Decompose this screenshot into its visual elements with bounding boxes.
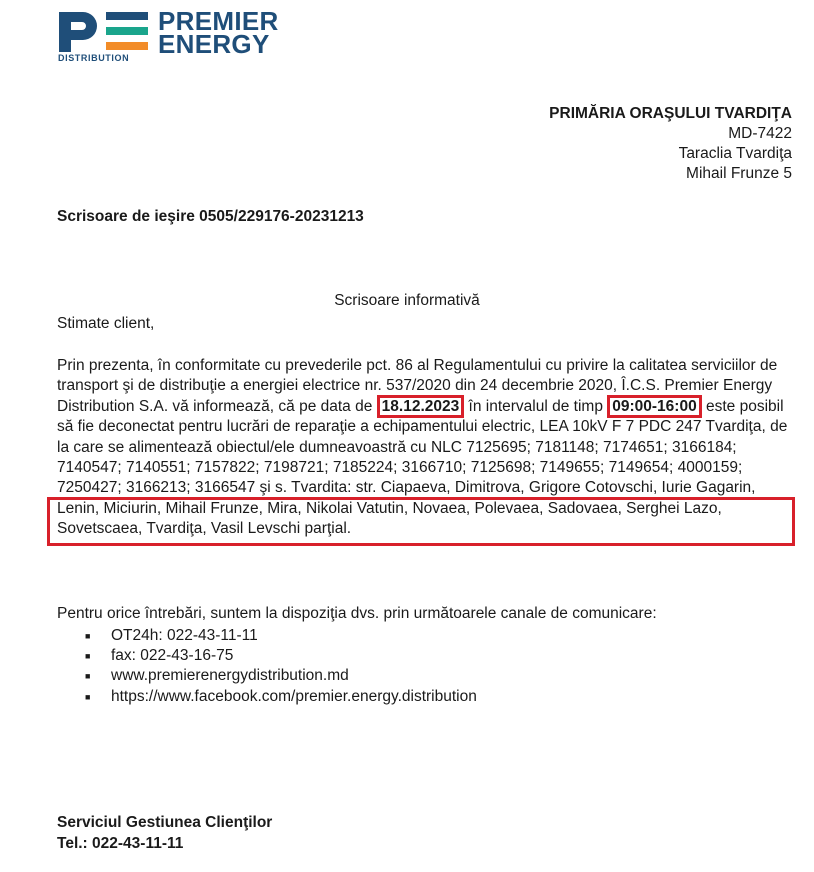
affected-streets: Ciapaeva, Dimitrova, Grigore Cotovschi, Iurie Gagarin, Lenin, Miciurin, Mihail Frunze, Mira, Nikolai Vatutin, Novaea, Polevaea, Sadovaea, Serghei Lazo, Sovetscaea, Tvardiţa, Vasil Levschi parţial.	[57, 479, 756, 538]
body-text-2: în intervalul de timp	[464, 397, 608, 415]
logo-line2: ENERGY	[158, 29, 270, 59]
recipient-address	[549, 104, 792, 184]
outage-time: 09:00-16:00	[607, 395, 701, 418]
contact-intro: Pentru orice întrebări, suntem la dispoziţia dvs. prin următoarele canale de comunicare:	[57, 605, 657, 622]
streets-highlight-box	[47, 497, 795, 546]
outgoing-letter-reference: Scrisoare de ieşire 0505/229176-20231213	[57, 208, 364, 225]
letter-title: Scrisoare informativă	[334, 292, 480, 309]
logo-line1: PREMIER	[158, 6, 279, 36]
signature-phone: Tel.: 022-43-11-11	[57, 835, 184, 852]
signature-block	[57, 812, 272, 854]
greeting: Stimate client,	[57, 315, 155, 332]
body-text-1: Prin prezenta, în conformitate cu prevederile pct. 86 al Regulamentului cu privire la calitatea serviciilor de transport şi de distribuţie a energiei electrice nr. 537/2020 din 24 decembrie 2020, Î.C.S. Premier Energy Distribution S.A. vă informează, că pe data de	[57, 357, 778, 415]
contact-fax: ■ fax: 022-43-16-75	[85, 646, 477, 666]
signature-department: Serviciul Gestiunea Clienţilor	[57, 814, 273, 831]
outage-date: 18.12.2023	[377, 395, 465, 418]
contact-website: ■ www.premierenergydistribution.md	[85, 666, 477, 686]
body-text-3: este posibil să fie deconectat pentru lucrări de reparaţie a echipamentului electric, LEA 10kV F 7 PDC 247 Tvardiţa, de la care se alimentează obiectul/ele dumneavoastră cu NLC 7125695; 7181148; 7174651; 3166184; 7140547; 7140551; 7157822; 7198721; 7185224; 3166710; 7125698; 7149655; 7149654; 4000159; 7250427; 3166213; 3166547 şi s. Tvardita: str.	[57, 397, 788, 497]
logo-wordmark	[158, 6, 279, 59]
premier-energy-logo-icon	[57, 12, 153, 52]
recipient-street: Mihail Frunze 5	[686, 165, 792, 182]
contact-list	[85, 626, 477, 707]
contact-phone: ■ OT24h: 022-43-11-11	[85, 626, 477, 646]
logo-subtitle: DISTRIBUTION	[58, 53, 130, 63]
recipient-name: PRIMĂRIA ORAŞULUI TVARDIŢA	[549, 105, 792, 122]
recipient-locality: Taraclia Tvardiţa	[678, 145, 792, 162]
recipient-postal: MD-7422	[728, 125, 792, 142]
contact-facebook: ■ https://www.facebook.com/premier.energy.distribution	[85, 687, 477, 707]
